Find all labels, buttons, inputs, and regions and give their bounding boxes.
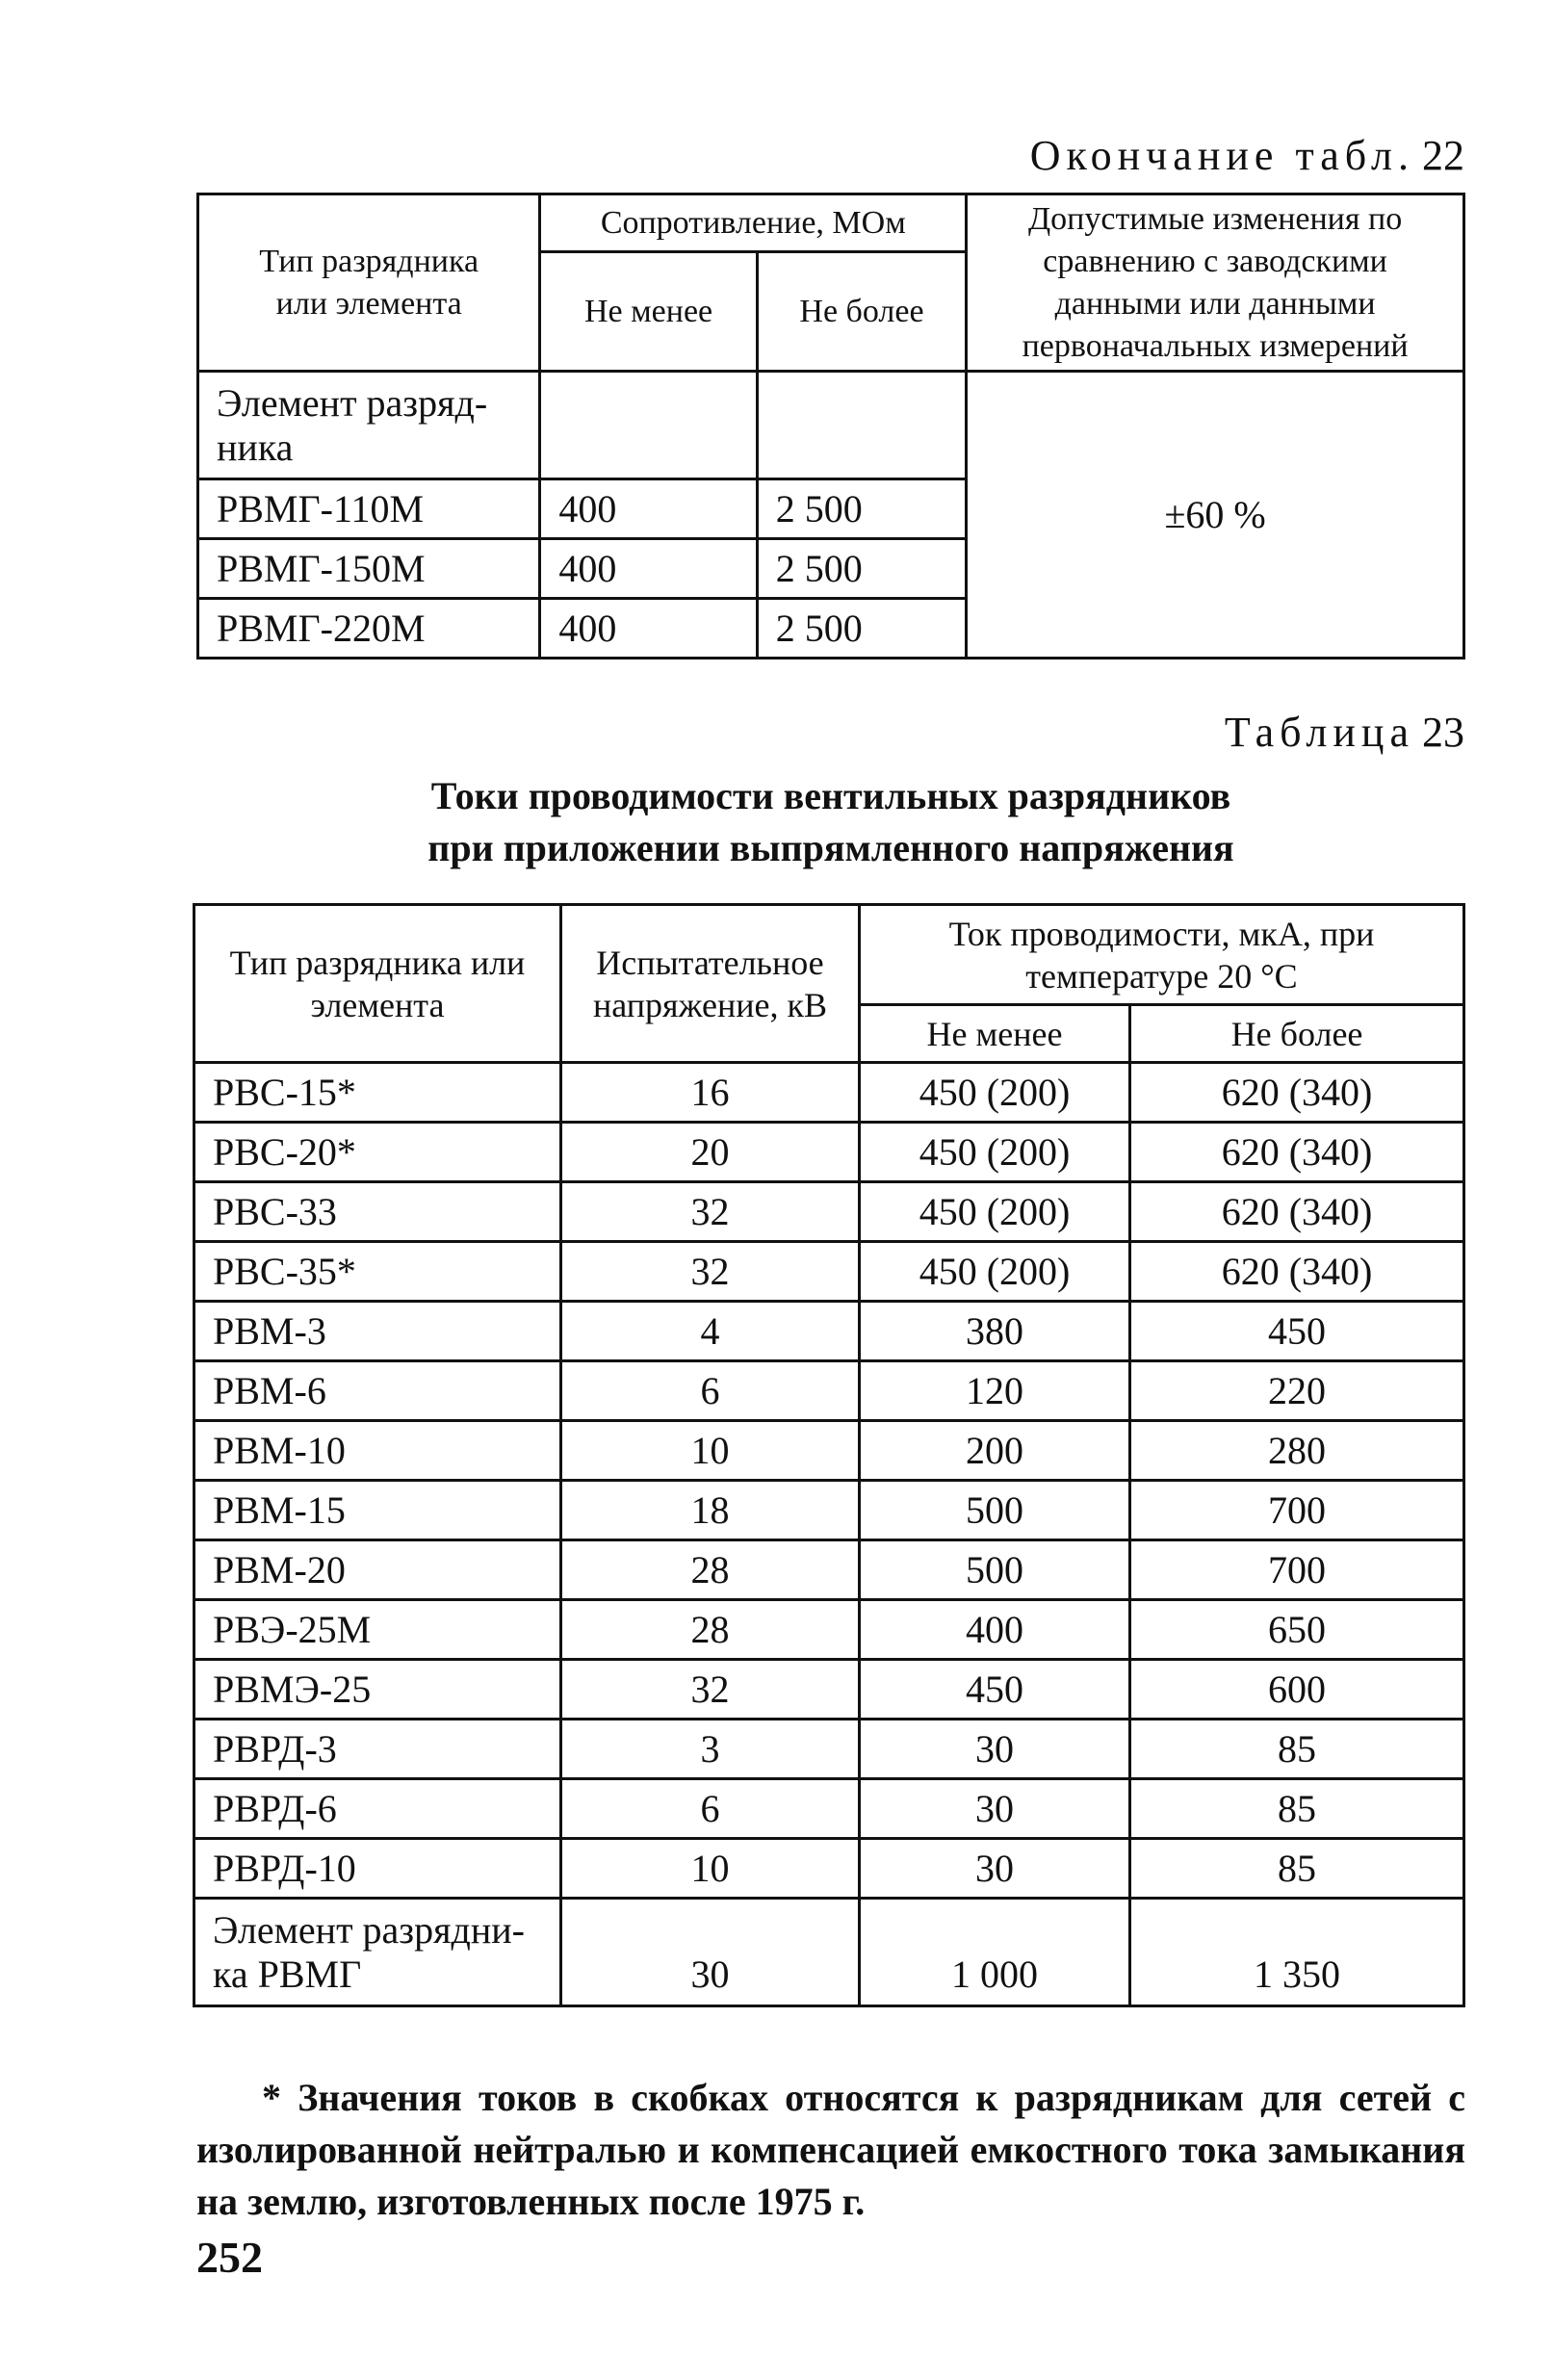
header-current: Ток проводимости, мкА, при температуре 20 °С [859,905,1463,1005]
cell-type: РВМГ-220М [198,599,540,659]
cell-max: 220 [1130,1361,1464,1421]
table-row [194,1779,1464,1839]
cell-max: 1 350 [1130,1899,1464,2006]
header-max: Не более [757,252,966,372]
cell-type: РВС-20* [194,1123,561,1182]
empty-cell [540,372,757,479]
cell-voltage: 3 [561,1720,860,1779]
cell-max: 700 [1130,1481,1464,1540]
cell-min: 30 [859,1720,1129,1779]
cell-max: 620 (340) [1130,1123,1464,1182]
cell-max: 2 500 [757,479,966,539]
cell-min: 500 [859,1481,1129,1540]
cell-min: 400 [540,479,757,539]
cell-min: 380 [859,1302,1129,1361]
page-number: 252 [196,2233,263,2282]
cell-max: 85 [1130,1839,1464,1899]
cell-type: РВМ-10 [194,1421,561,1481]
cell-max: 85 [1130,1779,1464,1839]
table23-title-line2: при приложении выпрямленного напряжения [427,826,1234,869]
table23-title-line1: Токи проводимости вентильных разрядников [430,774,1231,817]
cell-max: 620 (340) [1130,1182,1464,1242]
header-type: Тип разрядника или элемента [194,905,561,1063]
cell-type: РВРД-6 [194,1779,561,1839]
table-row [194,1123,1464,1182]
table-23 [193,903,1465,2007]
cell-type: РВМЭ-25 [194,1660,561,1720]
cell-min: 450 (200) [859,1123,1129,1182]
header-voltage: Испытательное напряжение, кВ [561,905,860,1063]
cell-max: 650 [1130,1600,1464,1660]
table23-body [194,1063,1464,1899]
cell-voltage: 6 [561,1779,860,1839]
cell-min: 30 [859,1839,1129,1899]
cell-max: 620 (340) [1130,1242,1464,1302]
allowed-value: ±60 % [967,372,1464,659]
cell-voltage: 4 [561,1302,860,1361]
cell-min: 450 (200) [859,1242,1129,1302]
cell-voltage: 28 [561,1600,860,1660]
table22-continuation-label: Окончание табл. 22 [1029,132,1464,179]
cell-voltage: 6 [561,1361,860,1421]
header-max: Не более [1130,1005,1464,1063]
table-row [194,1839,1464,1899]
cell-voltage: 16 [561,1063,860,1123]
cell-min: 500 [859,1540,1129,1600]
cell-min: 400 [540,539,757,599]
header-min: Не менее [859,1005,1129,1063]
cell-voltage: 28 [561,1540,860,1600]
header-resistance: Сопротивление, МОм [540,194,967,252]
empty-cell [757,372,966,479]
cell-voltage: 10 [561,1839,860,1899]
table23-title [196,770,1465,874]
cell-max: 85 [1130,1720,1464,1779]
table-row [194,1540,1464,1600]
cell-voltage: 32 [561,1242,860,1302]
cell-voltage: 10 [561,1421,860,1481]
header-type: Тип разрядника или элемента [198,194,540,372]
cell-type: РВС-33 [194,1182,561,1242]
cell-voltage: 20 [561,1123,860,1182]
cell-type: РВМ-20 [194,1540,561,1600]
table-row [194,1063,1464,1123]
cell-type: РВС-35* [194,1242,561,1302]
cell-type: РВМГ-110М [198,479,540,539]
cell-min: 30 [859,1779,1129,1839]
table-row [194,1182,1464,1242]
cell-min: 450 [859,1660,1129,1720]
cell-min: 1 000 [859,1899,1129,2006]
cell-min: 200 [859,1421,1129,1481]
footnote: * Значения токов в скобках относятся к разрядникам для сетей с изолированной нейтралью и компенсацией емкостного тока замыкания на землю, изготовленных после 1975 г. [196,2076,1465,2223]
header-min: Не менее [540,252,757,372]
cell-type: РВРД-10 [194,1839,561,1899]
cell-voltage: 30 [561,1899,860,2006]
table-row [194,1660,1464,1720]
table-row [194,1481,1464,1540]
cell-max: 700 [1130,1540,1464,1600]
cell-type: Элемент разрядни-ка РВМГ [194,1899,561,2006]
cell-max: 620 (340) [1130,1063,1464,1123]
cell-min: 450 (200) [859,1182,1129,1242]
cell-max: 450 [1130,1302,1464,1361]
cell-type: РВС-15* [194,1063,561,1123]
table-row [194,1720,1464,1779]
header-allowed-changes: Допустимые изменения по сравнению с заводскими данными или данными первоначальных измерений [967,194,1464,372]
section-label: Элемент разряд-ника [198,372,540,479]
cell-type: РВМГ-150М [198,539,540,599]
cell-voltage: 18 [561,1481,860,1540]
cell-min: 400 [540,599,757,659]
cell-max: 2 500 [757,539,966,599]
cell-type: РВМ-6 [194,1361,561,1421]
table-row [194,1242,1464,1302]
cell-max: 600 [1130,1660,1464,1720]
table-row [194,1302,1464,1361]
table-22 [196,193,1465,660]
cell-type: РВМ-15 [194,1481,561,1540]
cell-voltage: 32 [561,1660,860,1720]
cell-max: 280 [1130,1421,1464,1481]
cell-voltage: 32 [561,1182,860,1242]
table-row [194,1600,1464,1660]
table-row-last [194,1899,1464,2006]
cell-max: 2 500 [757,599,966,659]
cell-min: 450 (200) [859,1063,1129,1123]
cell-type: РВЭ-25М [194,1600,561,1660]
table-row [194,1361,1464,1421]
cell-min: 120 [859,1361,1129,1421]
table-row [194,1421,1464,1481]
cell-min: 400 [859,1600,1129,1660]
cell-type: РВМ-3 [194,1302,561,1361]
cell-type: РВРД-3 [194,1720,561,1779]
table23-label: Таблица 23 [1224,709,1464,756]
